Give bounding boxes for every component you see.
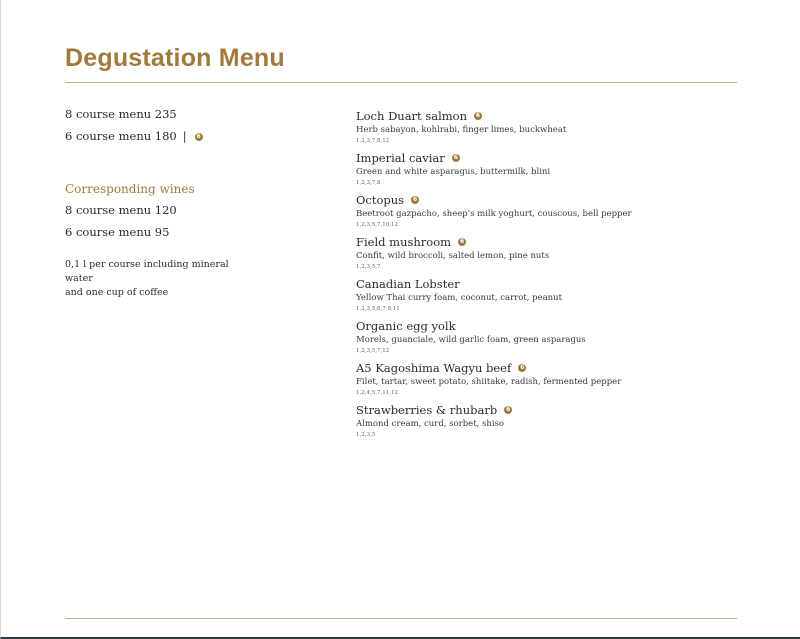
allergen-codes: 1,2,3,7,8 — [356, 180, 381, 186]
menu-price-label: 8 course menu 235 — [65, 107, 177, 121]
vegetarian-badge-icon: 6 — [413, 196, 418, 203]
course-name: Octopus — [356, 193, 405, 207]
allergen-codes: 1,2,3,5,7,10,12 — [356, 222, 398, 228]
course-description: Beetroot gazpacho, sheep's milk yoghurt, couscous, bell pepper — [356, 209, 632, 219]
pricing-column — [65, 107, 325, 300]
course-name: Field mushroom — [356, 235, 452, 249]
course-name: Imperial caviar — [356, 151, 445, 165]
allergen-codes: 1,2,3,5 — [356, 432, 376, 438]
vegetarian-badge-icon: 6 — [520, 364, 525, 371]
wine-price-label: 6 course menu 95 — [65, 225, 170, 239]
wine-price-label: 8 course menu 120 — [65, 203, 177, 217]
menu-price-8-course — [65, 107, 325, 122]
course-description: Filet, tartar, sweet potato, shiitake, radish, fermented pepper — [356, 377, 622, 387]
course-item — [356, 109, 736, 145]
course-description: Herb sabayon, kohlrabi, finger limes, buckwheat — [356, 125, 567, 135]
page-title: Degustation Menu — [65, 44, 285, 72]
allergen-codes: 1,2,3,5,6,7,9,11 — [356, 306, 400, 312]
vegetarian-badge-icon: 6 — [196, 133, 201, 140]
footer-divider — [65, 618, 737, 619]
allergen-codes: 1,2,4,5,7,11,12 — [356, 390, 398, 396]
course-item — [356, 235, 736, 271]
course-name: Canadian Lobster — [356, 277, 460, 291]
header-divider — [65, 82, 737, 83]
vegetarian-badge-icon: 6 — [453, 154, 458, 161]
course-description: Morels, guanciale, wild garlic foam, green asparagus — [356, 335, 586, 345]
separator: | — [182, 129, 187, 143]
vegetarian-badge-icon: 6 — [459, 238, 465, 245]
menu-price-label: 6 course menu 180 — [65, 129, 177, 143]
course-description: Yellow Thai curry foam, coconut, carrot, peanut — [356, 293, 563, 303]
wine-note — [65, 258, 255, 300]
vegetarian-badge-icon: 6 — [475, 112, 481, 119]
course-description: Confit, wild broccoli, salted lemon, pine nuts — [356, 251, 550, 261]
course-name: Strawberries & rhubarb — [356, 403, 498, 417]
allergen-codes: 1,2,3,5,7,12 — [356, 348, 390, 354]
vegetarian-badge-icon: 6 — [506, 406, 511, 413]
allergen-codes: 1,2,3,7,8,12 — [356, 138, 390, 144]
wine-price-6-course — [65, 225, 325, 240]
course-list — [356, 109, 736, 445]
wine-price-8-course — [65, 203, 325, 218]
course-item — [356, 361, 736, 397]
wine-note-line: and one cup of coffee — [65, 287, 169, 298]
course-item — [356, 151, 736, 187]
course-item — [356, 403, 736, 439]
menu-price-6-course — [65, 129, 325, 144]
course-name: A5 Kagoshima Wagyu beef — [356, 361, 512, 375]
course-name: Organic egg yolk — [356, 319, 456, 333]
wines-heading: Corresponding wines — [65, 182, 195, 196]
course-name: Loch Duart salmon — [356, 109, 467, 123]
course-description: Green and white asparagus, buttermilk, blini — [356, 167, 551, 177]
course-item — [356, 193, 736, 229]
course-item — [356, 277, 736, 313]
wine-note-line: 0,1 l per course including mineral water — [65, 259, 229, 284]
allergen-codes: 1,2,3,5,7 — [356, 264, 381, 270]
course-item — [356, 319, 736, 355]
course-description: Almond cream, curd, sorbet, shiso — [356, 419, 505, 429]
